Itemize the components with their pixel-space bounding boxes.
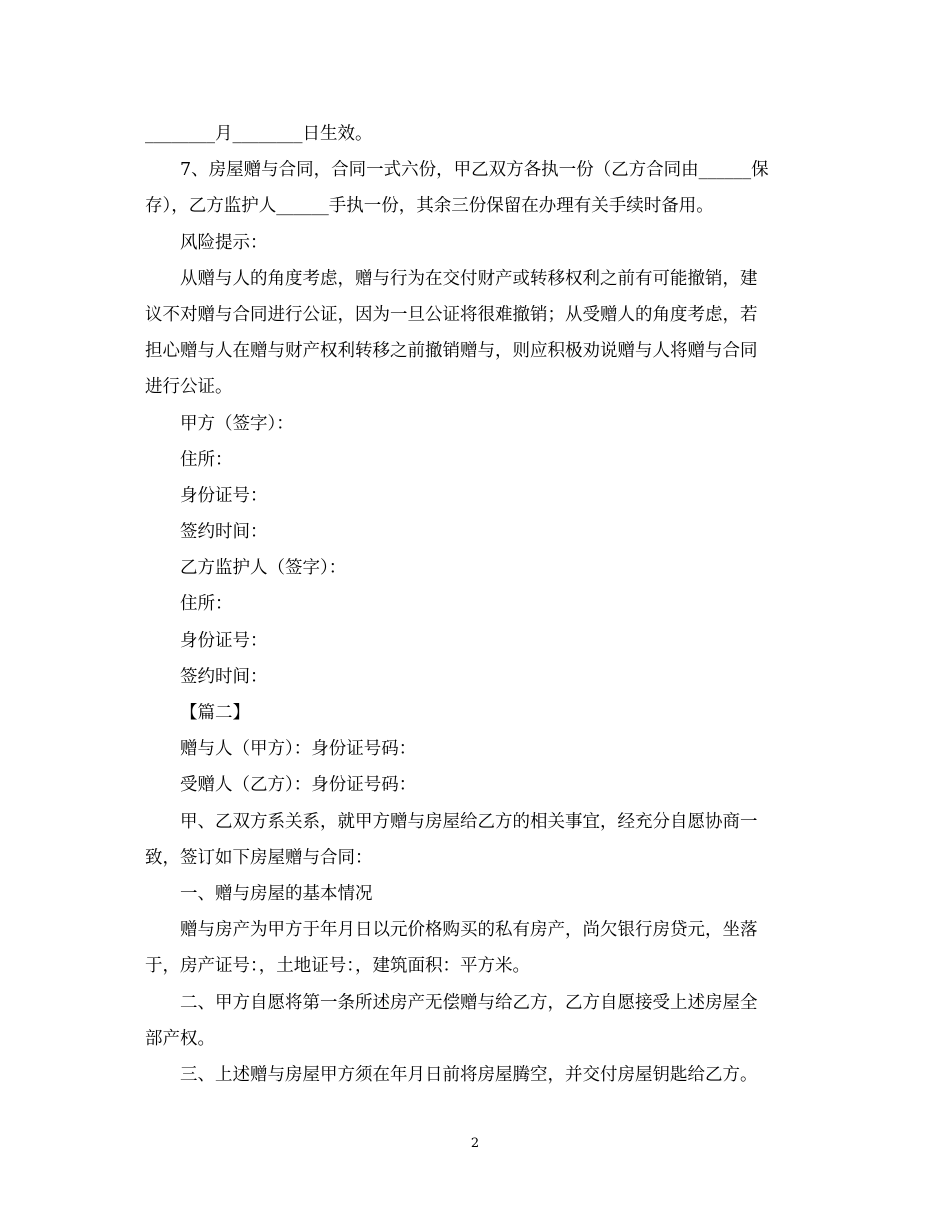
text-line: 进行公证。 <box>145 377 233 398</box>
text-line: 赠与房产为甲方于年月日以元价格购买的私有房产，尚欠银行房贷元，坐落 <box>180 920 758 941</box>
page-number: 2 <box>470 1136 480 1151</box>
text-line: 致，签订如下房屋赠与合同： <box>145 847 373 868</box>
text-line: 部产权。 <box>145 1028 215 1049</box>
field-label: 身份证号： <box>180 630 268 651</box>
text-line: 从赠与人的角度考虑，赠与行为在交付财产或转移权利之前有可能撤销，建 <box>180 268 758 289</box>
text-line: 三、上述赠与房屋甲方须在年月日前将房屋腾空，并交付房屋钥匙给乙方。 <box>180 1064 758 1085</box>
section-heading: 【篇二】 <box>180 703 250 723</box>
document-body <box>145 116 805 1093</box>
signature-label: 乙方监护人（签字）： <box>180 558 347 579</box>
signature-label: 甲方（签字）： <box>180 413 294 434</box>
field-label: 受赠人（乙方）：身份证号码： <box>180 775 417 796</box>
clause-heading: 一、赠与房屋的基本情况 <box>180 883 373 904</box>
text-line: 议不对赠与合同进行公证，因为一旦公证将很难撤销；从受赠人的角度考虑，若 <box>145 304 758 325</box>
field-label: 赠与人（甲方）：身份证号码： <box>180 739 417 760</box>
text-line: 担心赠与人在赠与财产权利转移之前撤销赠与，则应积极劝说赠与人将赠与合同 <box>145 341 758 362</box>
text-line: 存），乙方监护人______手执一份，其余三份保留在办理有关手续时备用。 <box>145 196 714 217</box>
text-line: 7、房屋赠与合同，合同一式六份，甲乙双方各执一份（乙方合同由______保 <box>180 160 769 181</box>
field-label: 住所： <box>180 594 233 615</box>
field-label: 签约时间： <box>180 522 268 543</box>
text-line: 二、甲方自愿将第一条所述房产无偿赠与给乙方，乙方自愿接受上述房屋全 <box>180 992 758 1013</box>
field-label: 住所： <box>180 449 233 470</box>
field-label: 身份证号： <box>180 485 268 506</box>
section-heading: 风险提示： <box>180 232 268 253</box>
text-line: 甲、乙双方系关系，就甲方赠与房屋给乙方的相关事宜，经充分自愿协商一 <box>180 811 758 832</box>
text-line: 于，房产证号：，土地证号：，建筑面积：平方米。 <box>145 956 530 977</box>
field-label: 签约时间： <box>180 666 268 687</box>
text-line: ________月________日生效。 <box>145 124 373 144</box>
